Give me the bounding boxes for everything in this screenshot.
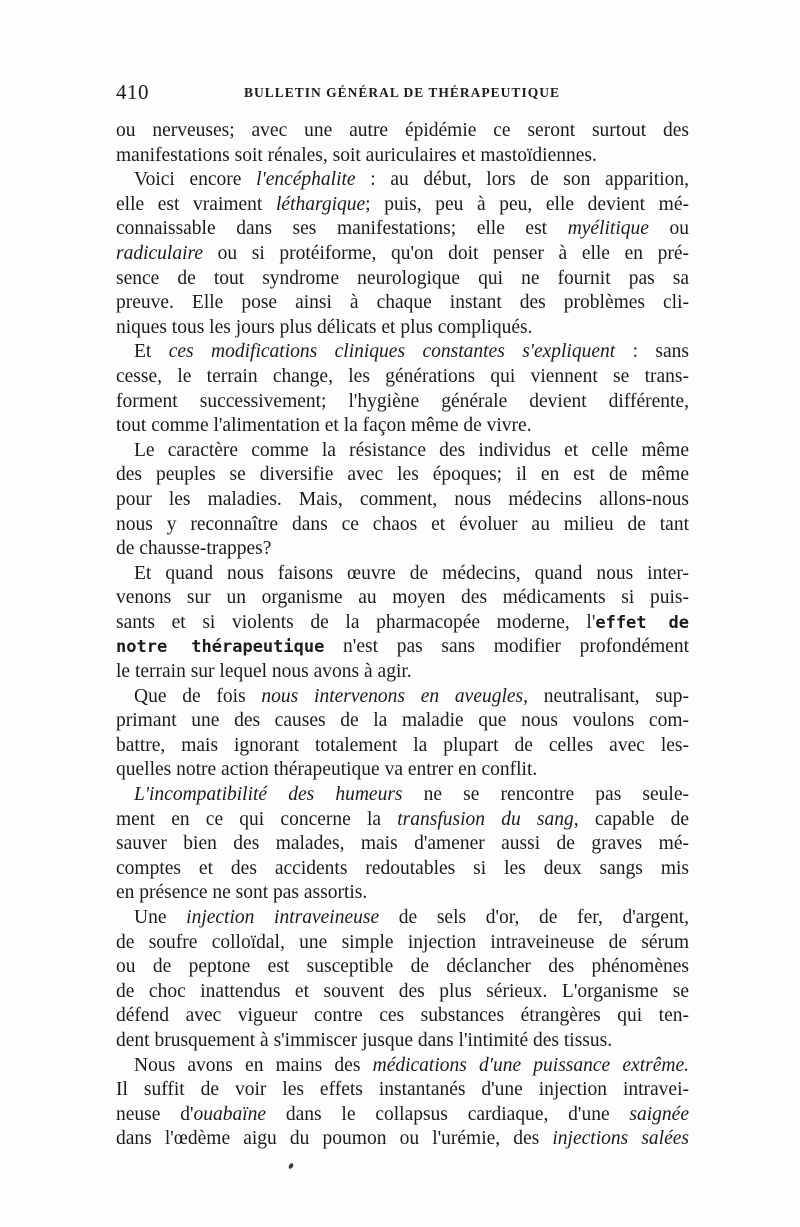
- text-segment: ; puis, peu à peu, elle devient mé-: [365, 193, 689, 215]
- text-segment: n'est pas sans modifier profondément: [324, 636, 690, 658]
- running-head: BULLETIN GÉNÉRAL DE THÉRAPEUTIQUE: [244, 85, 560, 100]
- text-segment: Une: [134, 907, 187, 928]
- italic-text: médications d'une puissance extrême.: [372, 1054, 689, 1076]
- text-segment: ou de peptone est susceptible de déclancher des phénomènes: [116, 956, 689, 978]
- text-line: [116, 414, 689, 439]
- text-segment: niques tous les jours plus délicats et plus compliqués.: [116, 316, 533, 338]
- italic-text: ouabaïne: [193, 1103, 267, 1125]
- text-line: [116, 562, 689, 587]
- text-line: [116, 537, 689, 562]
- text-segment: forment successivement; l'hygiène générale devient différente,: [116, 390, 689, 412]
- text-segment: comptes et des accidents redoutables si les deux sangs mis: [116, 857, 689, 879]
- italic-text: léthargique: [275, 193, 366, 215]
- text-line: [116, 119, 689, 144]
- text-segment: : au début, lors de son apparition,: [355, 169, 689, 191]
- text-segment: ne se rencontre pas seule-: [402, 784, 689, 806]
- text-line: [116, 1127, 689, 1152]
- text-segment: Il suffit de voir les effets instantanés d'une injection intravei-: [116, 1079, 689, 1101]
- text-line: [116, 168, 689, 193]
- text-segment: sence de tout syndrome neurologique qui ne fournit pas sa: [116, 267, 689, 289]
- italic-text: saignée: [629, 1103, 689, 1125]
- text-line: [116, 291, 689, 316]
- ink-speck: [288, 1162, 294, 1169]
- text-segment: ou: [648, 218, 689, 240]
- text-line: [116, 906, 689, 931]
- italic-text: injections salées: [552, 1128, 689, 1150]
- italic-text: transfusion du sang: [397, 808, 574, 830]
- text-segment: Le caractère comme la résistance des individus et celle même: [134, 439, 689, 461]
- text-line: [116, 808, 689, 833]
- text-segment: pour les maladies. Mais, comment, nous médecins allons-nous: [116, 488, 689, 510]
- text-segment: de choc inattendus et souvent des plus sérieux. L'organisme se: [116, 980, 689, 1002]
- italic-text: L'incompatibilité des humeurs: [134, 784, 403, 806]
- bold-text: notre thérapeutique: [116, 637, 325, 658]
- text-segment: battre, mais ignorant totalement la plupart de celles avec les-: [116, 734, 689, 756]
- text-segment: défend avec vigueur contre ces substances étrangères qui ten-: [116, 1005, 689, 1027]
- text-segment: des peuples se diversifie avec les époques; il en est de même: [116, 464, 689, 486]
- text-line: [116, 1004, 689, 1029]
- text-line: [116, 758, 689, 783]
- text-segment: cesse, le terrain change, les générations qui viennent se trans-: [116, 365, 689, 387]
- text-line: [116, 463, 689, 488]
- text-line: [116, 709, 689, 734]
- text-segment: nous y reconnaître dans ce chaos et évoluer au milieu de tant: [116, 513, 689, 535]
- text-line: [116, 267, 689, 292]
- text-segment: elle est vraiment: [116, 193, 276, 215]
- text-segment: tout comme l'alimentation et la façon même de vivre.: [116, 415, 532, 437]
- text-segment: Et: [134, 341, 169, 363]
- text-segment: preuve. Elle pose ainsi à chaque instant des problèmes cli-: [116, 292, 689, 314]
- text-line: [116, 734, 689, 759]
- text-segment: quelles notre action thérapeutique va entrer en conflit.: [116, 759, 538, 781]
- text-segment: , capable de: [573, 808, 689, 830]
- text-line: [116, 439, 689, 464]
- text-segment: primant une des causes de la maladie que nous voulons com-: [116, 710, 689, 732]
- text-segment: sauver bien des malades, mais d'amener aussi de graves mé-: [116, 833, 689, 855]
- text-segment: , neutralisant, sup-: [523, 685, 689, 707]
- body-text: [116, 119, 689, 1152]
- text-line: [116, 513, 689, 538]
- text-segment: dans l'œdème aigu du poumon ou l'urémie, des: [116, 1128, 553, 1150]
- text-line: [116, 1078, 689, 1103]
- text-line: [116, 365, 689, 390]
- page-number: 410: [116, 80, 149, 104]
- text-segment: en présence ne sont pas assortis.: [116, 882, 368, 904]
- text-segment: Nous avons en mains des: [134, 1054, 373, 1076]
- text-line: [116, 611, 689, 636]
- text-segment: : sans: [615, 341, 689, 363]
- text-line: [116, 881, 689, 906]
- italic-text: radiculaire: [116, 242, 204, 264]
- text-line: [116, 955, 689, 980]
- text-line: [116, 685, 689, 710]
- text-segment: ou nerveuses; avec une autre épidémie ce seront surtout des: [116, 120, 689, 141]
- text-segment: manifestations soit rénales, soit auriculaires et mastoïdiennes.: [116, 144, 597, 166]
- text-line: [116, 586, 689, 611]
- text-segment: dent brusquement à s'immiscer jusque dans l'intimité des tissus.: [116, 1029, 613, 1051]
- text-segment: ment en ce qui concerne la: [116, 808, 398, 830]
- italic-text: injection intraveineuse: [186, 907, 380, 928]
- text-segment: connaissable dans ses manifestations; elle est: [116, 218, 568, 240]
- text-line: [116, 340, 689, 365]
- text-line: [116, 980, 689, 1005]
- text-segment: venons sur un organisme au moyen des médicaments si puis-: [116, 587, 689, 609]
- text-line: [116, 857, 689, 882]
- text-line: [116, 144, 689, 169]
- text-line: [116, 193, 689, 218]
- text-segment: dans le collapsus cardiaque, d'une: [266, 1103, 630, 1125]
- italic-text: ces modifications cliniques constantes s'expliquent: [168, 341, 616, 363]
- text-segment: sants et si violents de la pharmacopée moderne, l': [116, 611, 596, 633]
- text-line: [116, 635, 689, 660]
- text-line: [116, 1029, 689, 1054]
- text-segment: Et quand nous faisons œuvre de médecins, quand nous inter-: [134, 562, 689, 584]
- text-segment: de sels d'or, de fer, d'argent,: [379, 907, 689, 928]
- text-line: [116, 1054, 689, 1079]
- italic-text: nous intervenons en aveugles: [261, 685, 524, 707]
- text-line: [116, 783, 689, 808]
- text-line: [116, 488, 689, 513]
- text-segment: Voici encore: [134, 169, 257, 191]
- page-header: [116, 80, 689, 110]
- bold-text: effet de: [595, 612, 689, 633]
- text-line: [116, 316, 689, 341]
- text-line: [116, 832, 689, 857]
- text-line: [116, 660, 689, 685]
- text-segment: Que de fois: [134, 685, 262, 707]
- text-line: [116, 1103, 689, 1128]
- text-line: [116, 242, 689, 267]
- italic-text: l'encéphalite: [256, 169, 356, 191]
- text-segment: de soufre colloïdal, une simple injection intraveineuse de sérum: [116, 931, 689, 953]
- italic-text: myélitique: [567, 218, 649, 240]
- text-segment: le terrain sur lequel nous avons à agir.: [116, 661, 412, 683]
- text-segment: ou si protéiforme, qu'on doit penser à elle en pré-: [203, 242, 689, 264]
- text-line: [116, 217, 689, 242]
- text-line: [116, 390, 689, 415]
- text-segment: de chausse-trappes?: [116, 538, 272, 560]
- text-segment: neuse d': [116, 1103, 194, 1125]
- text-line: [116, 931, 689, 956]
